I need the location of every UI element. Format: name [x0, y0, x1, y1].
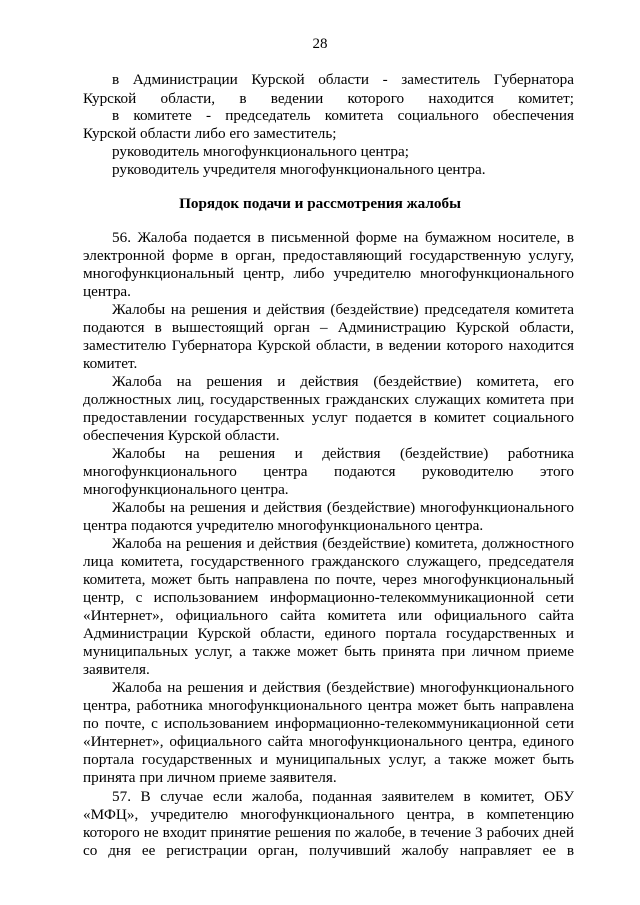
- text-line: портала государственных и муниципальных услуг, а также может быть: [83, 751, 574, 768]
- text-line: Жалобы на решения и действия (бездействие) председателя комитета: [112, 301, 574, 318]
- text-line: заместителю Губернатора Курской области, в ведении которого находится: [83, 337, 574, 354]
- text-line: «Интернет», официального сайта многофункционального центра, единого: [83, 733, 574, 750]
- text-line: многофункционального центра.: [83, 481, 289, 498]
- text-line: многофункционального центра подаются руководителю этого: [83, 463, 574, 480]
- text-line: центра.: [83, 283, 131, 300]
- text-line: комитета, может быть направлена по почте, через многофункциональный: [83, 571, 574, 588]
- text-line: электронной форме в орган, предоставляющий государственную услугу,: [83, 247, 574, 264]
- section-heading: Порядок подачи и рассмотрения жалобы: [179, 195, 461, 212]
- text-line: руководитель учредителя многофункционального центра.: [112, 161, 486, 178]
- text-line: центр, с использованием информационно-телекоммуникационной сети: [83, 589, 574, 606]
- text-line: Жалоба на решения и действия (бездействие) комитета, должностного: [112, 535, 574, 552]
- text-line: комитет.: [83, 355, 138, 372]
- text-line: Жалоба на решения и действия (бездействие) комитета, его: [112, 373, 574, 390]
- text-line: «Интернет», официального сайта комитета или официального сайта: [83, 607, 574, 624]
- text-line: руководитель многофункционального центра;: [112, 143, 409, 160]
- text-line: в Администрации Курской области - заместитель Губернатора: [112, 71, 574, 88]
- text-line: в комитете - председатель комитета социального обеспечения: [112, 107, 574, 124]
- text-line: заявителя.: [83, 661, 150, 678]
- text-line: предоставлении государственных услуг подается в комитет социального: [83, 409, 574, 426]
- text-line: Жалобы на решения и действия (бездействие) работника: [112, 445, 574, 462]
- text-line: принята при личном приеме заявителя.: [83, 769, 337, 786]
- text-line: со дня ее регистрации орган, получивший жалобу направляет ее в: [83, 842, 574, 859]
- page-number: 28: [312, 36, 328, 52]
- text-line: центра, работника многофункционального центра может быть направлена: [83, 697, 574, 714]
- text-line: «МФЦ», учредителю многофункционального центра, в компетенцию: [83, 806, 574, 823]
- text-line: Жалобы на решения и действия (бездействие) многофункционального: [112, 499, 574, 516]
- text-line: 57. В случае если жалоба, поданная заявителем в комитет, ОБУ: [112, 788, 574, 805]
- text-line: Курской области, в ведении которого находится комитет;: [83, 90, 574, 107]
- text-line: муниципальных услуг, а также может быть принята при личном приеме: [83, 643, 574, 660]
- text-line: многофункциональный центр, либо учредителю многофункционального: [83, 265, 574, 282]
- text-line: 56. Жалоба подается в письменной форме на бумажном носителе, в: [112, 229, 574, 246]
- text-line: Жалоба на решения и действия (бездействие) многофункционального: [112, 679, 574, 696]
- text-line: которого не входит принятие решения по жалобе, в течение 3 рабочих дней: [83, 824, 574, 841]
- text-line: по почте, с использованием информационно-телекоммуникационной сети: [83, 715, 574, 732]
- text-line: Курской области либо его заместитель;: [83, 125, 337, 142]
- text-line: Администрации Курской области, единого портала государственных и: [83, 625, 574, 642]
- text-line: центра подаются учредителю многофункционального центра.: [83, 517, 484, 534]
- text-line: должностных лиц, государственных гражданских служащих комитета при: [83, 391, 574, 408]
- text-line: лица комитета, государственного гражданского служащего, председателя: [83, 553, 574, 570]
- text-line: обеспечения Курской области.: [83, 427, 280, 444]
- text-line: подаются в вышестоящий орган – Администрацию Курской области,: [83, 319, 574, 336]
